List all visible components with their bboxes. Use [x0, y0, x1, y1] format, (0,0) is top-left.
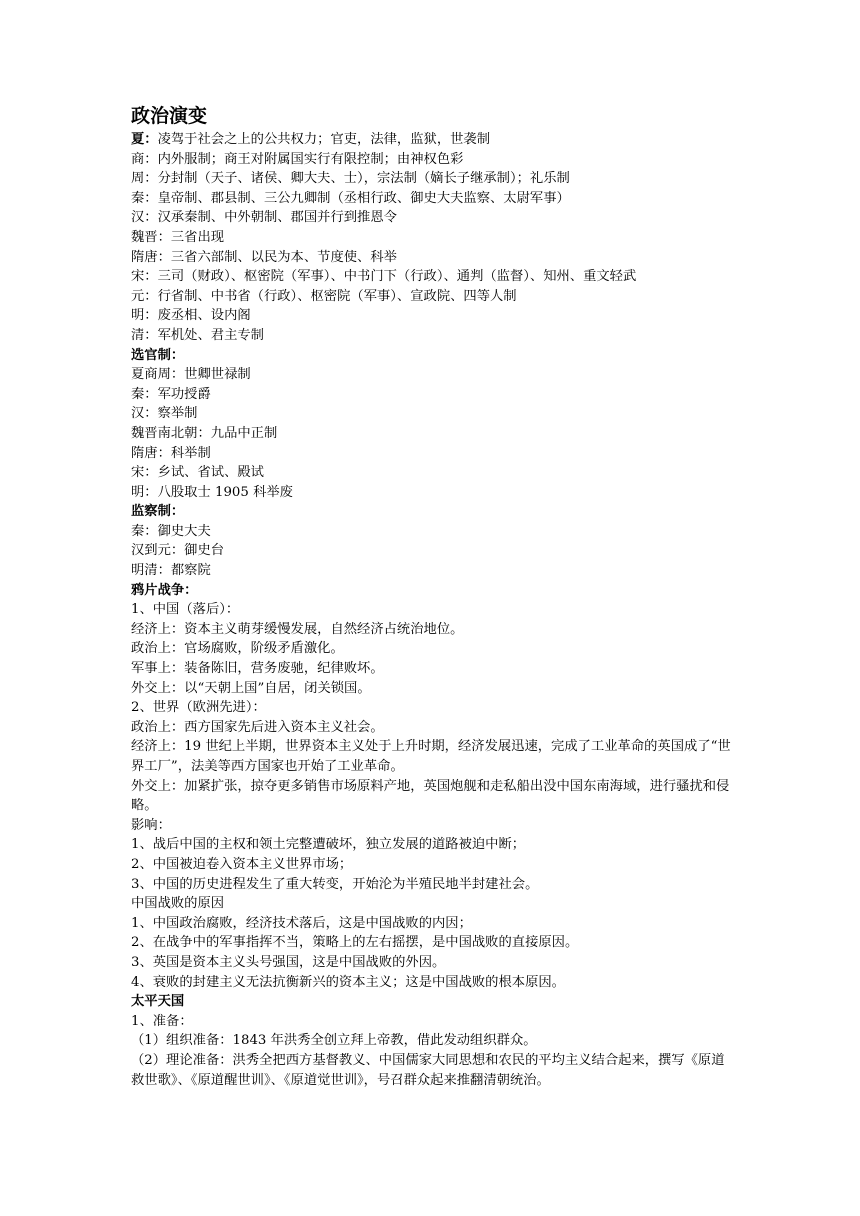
censor-line: 明清：都察院 [131, 563, 211, 579]
politics-section [131, 130, 731, 346]
opium-line: 1、中国（落后）： [131, 602, 240, 618]
politics-line: 元：行省制、中书省（行政）、枢密院（军事）、宣政院、四等人制 [131, 288, 517, 304]
opium-line: 3、中国的历史进程发生了重大转变，开始沦为半殖民地半封建社会。 [131, 876, 539, 892]
politics-line [131, 130, 731, 150]
official-line: 汉：察举制 [131, 406, 198, 422]
opium-paragraph: 经济上：19 世纪上半期，世界资本主义处于上升时期，经济发展迅速，完成了工业革命的英国成了“世界工厂”，法美等西方国家也开始了工业革命。 [131, 739, 731, 774]
politics-line: 清：军机处、君主专制 [131, 327, 264, 343]
opium-line: 2、世界（欧洲先进）： [131, 700, 266, 716]
taiping-paragraph: （2）理论准备：洪秀全把西方基督教义、中国儒家大同思想和农民的平均主义结合起来，撰写《原道救世歌》、《原道醒世训》、《原道觉世训》，号召群众起来推翻清朝统治。 [131, 1052, 725, 1088]
official-section [131, 346, 731, 503]
taiping-section [131, 992, 731, 1090]
opium-heading: 鸦片战争： [131, 582, 198, 598]
official-line: 宋：乡试、省试、殿试 [131, 465, 264, 481]
opium-line: 1、中国政治腐败，经济技术落后，这是中国战败的内因； [131, 915, 472, 931]
censor-section [131, 502, 731, 580]
censor-heading: 监察制： [131, 504, 185, 520]
official-line: 魏晋南北朝：九品中正制 [131, 425, 278, 441]
line-lead: 夏： [131, 132, 158, 147]
official-heading: 选官制： [131, 347, 185, 363]
opium-section [131, 581, 731, 992]
censor-line: 汉到元：御史台 [131, 543, 225, 559]
official-line: 秦：军功授爵 [131, 386, 211, 402]
opium-paragraph: 外交上：加紧扩张，掠夺更多销售市场原料产地，英国炮舰和走私船出没中国东南海域，进行骚扰和侵略。 [131, 778, 730, 814]
opium-line: 中国战败的原因 [131, 896, 225, 912]
politics-line: 魏晋：三省出现 [131, 229, 225, 245]
opium-line: 政治上：官场腐败，阶级矛盾激化。 [131, 641, 344, 657]
opium-line: 3、英国是资本主义头号强国，这是中国战败的外因。 [131, 954, 446, 970]
opium-line: 政治上：西方国家先后进入资本主义社会。 [131, 719, 384, 735]
document-title: 政治演变 [131, 106, 208, 127]
taiping-line: （1）组织准备：1843 年洪秀全创立拜上帝教，借此发动组织群众。 [131, 1033, 537, 1049]
official-line: 隋唐：科举制 [131, 445, 211, 461]
politics-line: 商：内外服制；商王对附属国实行有限控制；由神权色彩 [131, 151, 464, 167]
politics-line: 宋：三司（财政）、枢密院（军事）、中书门下（行政）、通判（监督）、知州、重文轻武 [131, 269, 637, 285]
official-line: 明：八股取士 1905 科举废 [131, 484, 293, 500]
politics-line: 周：分封制（天子、诸侯、卿大夫、士），宗法制（嫡长子继承制）；礼乐制 [131, 171, 570, 187]
opium-line: 2、在战争中的军事指挥不当，策略上的左右摇摆，是中国战败的直接原因。 [131, 935, 579, 951]
censor-line: 秦：御史大夫 [131, 523, 211, 539]
document-page [131, 104, 731, 1090]
taiping-heading: 太平天国 [131, 994, 185, 1010]
opium-line: 2、中国被迫卷入资本主义世界市场； [131, 856, 353, 872]
politics-line: 汉：汉承秦制、中外朝制、郡国并行到推恩令 [131, 210, 397, 226]
official-line: 夏商周：世卿世禄制 [131, 367, 251, 383]
opium-line: 4、衰败的封建主义无法抗衡新兴的资本主义；这是中国战败的根本原因。 [131, 974, 565, 990]
opium-line: 1、战后中国的主权和领土完整遭破坏，独立发展的道路被迫中断； [131, 837, 526, 853]
taiping-line: 1、准备： [131, 1013, 193, 1029]
politics-line: 秦：皇帝制、郡县制、三公九卿制（丞相行政、御史大夫监察、太尉军事） [131, 190, 570, 206]
opium-line: 经济上：资本主义萌芽缓慢发展，自然经济占统治地位。 [131, 621, 464, 637]
opium-line: 影响： [131, 817, 171, 833]
opium-line: 外交上：以“天朝上国”自居，闭关锁国。 [131, 680, 371, 696]
politics-line: 明：废丞相、设内阁 [131, 308, 251, 324]
line-text: 凌驾于社会之上的公共权力；官吏，法律，监狱，世袭制 [157, 132, 491, 147]
politics-line: 隋唐：三省六部制、以民为本、节度使、科举 [131, 249, 397, 265]
opium-line: 军事上：装备陈旧，营务废驰，纪律败坏。 [131, 661, 384, 677]
